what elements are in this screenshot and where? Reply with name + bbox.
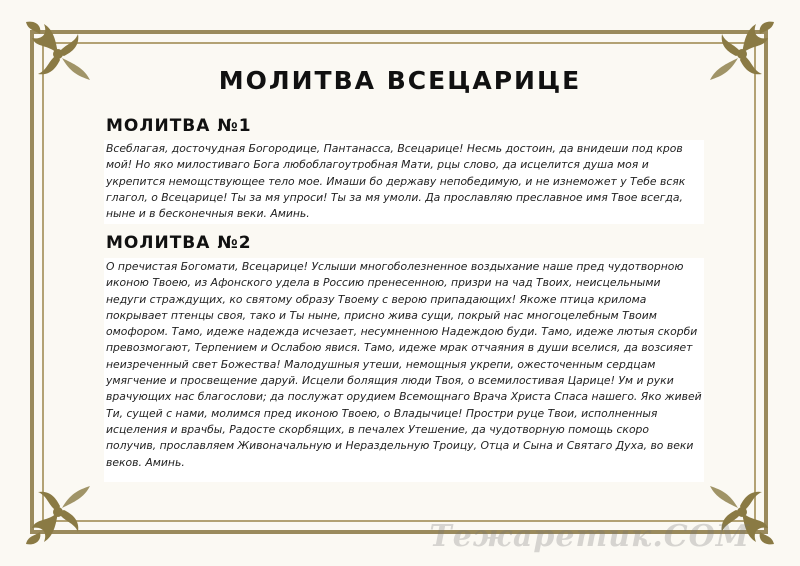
site-watermark: Тежаретик.COM <box>429 519 750 554</box>
prayer-1-text: Всеблагая, досточудная Богородице, Пантанасса, Всецарице! Несмь достоин, да внидеши под кров мой! Но яко милостиваго Бога любоблагоутробная Мати, рцы слово, да исцелится душа моя и укрепится немощствующее тело мое. Имаши бо державу непобедимую, и не изнеможет у Тебе всяк глагол, о Всецарице! Ты за мя упроси! Ты за мя умоли. Да прославляю преславное имя Твое всегда, ныне и в бесконечныя веки. Аминь. <box>104 140 704 224</box>
prayer-2-text: О пречистая Богомати, Всецарице! Услыши многоболезненное воздыхание наше пред чудотворною иконою Твоею, из Афонского удела в Россию пренесенною, призри на чад Твоих, неисцельными недуги страждущих, ко святому образу Твоему с верою припадающих! Якоже птица крилома покрывает птенцы своя, тако и Ты ныне, присно жива сущи, покрый нас многоцелебным Твоим омофором. Тамо, идеже надежда исчезает, несумненною Надеждою буди. Тамо, идеже лютыя скорби превозмогают, Терпением и Ослабою явися. Тамо, идеже мрак отчаяния в души вселися, да возсияет неизреченный свет Божества! Малодушныя утеши, немощныя укрепи, ожесточенным сердцам умягчение и просвещение даруй. Исцели болящия люди Твоя, о всемилостивая Царице! Ум и руки врачующих нас благослови; да послужат орудием Всемощнаго Врача Христа Спаса нашего. Яко живей Ти, сущей с нами, молимся пред иконою Твоею, о Владычице! Простри руце Твои, исполненныя исцеления и врачбы, Радосте скорбящих, в печалех Утешение, да чудотворную помощь скоро получив, прославляем Живоначальную и Нераздельную Троицу, Отца и Сына и Святаго Духа, во веки веков. Аминь. <box>104 258 704 482</box>
corner-ornament-icon <box>18 472 98 552</box>
page-title: МОЛИТВА ВСЕЦАРИЦЕ <box>218 66 582 95</box>
prayer-2-heading: МОЛИТВА №2 <box>106 233 252 253</box>
prayer-1-heading: МОЛИТВА №1 <box>106 116 252 136</box>
